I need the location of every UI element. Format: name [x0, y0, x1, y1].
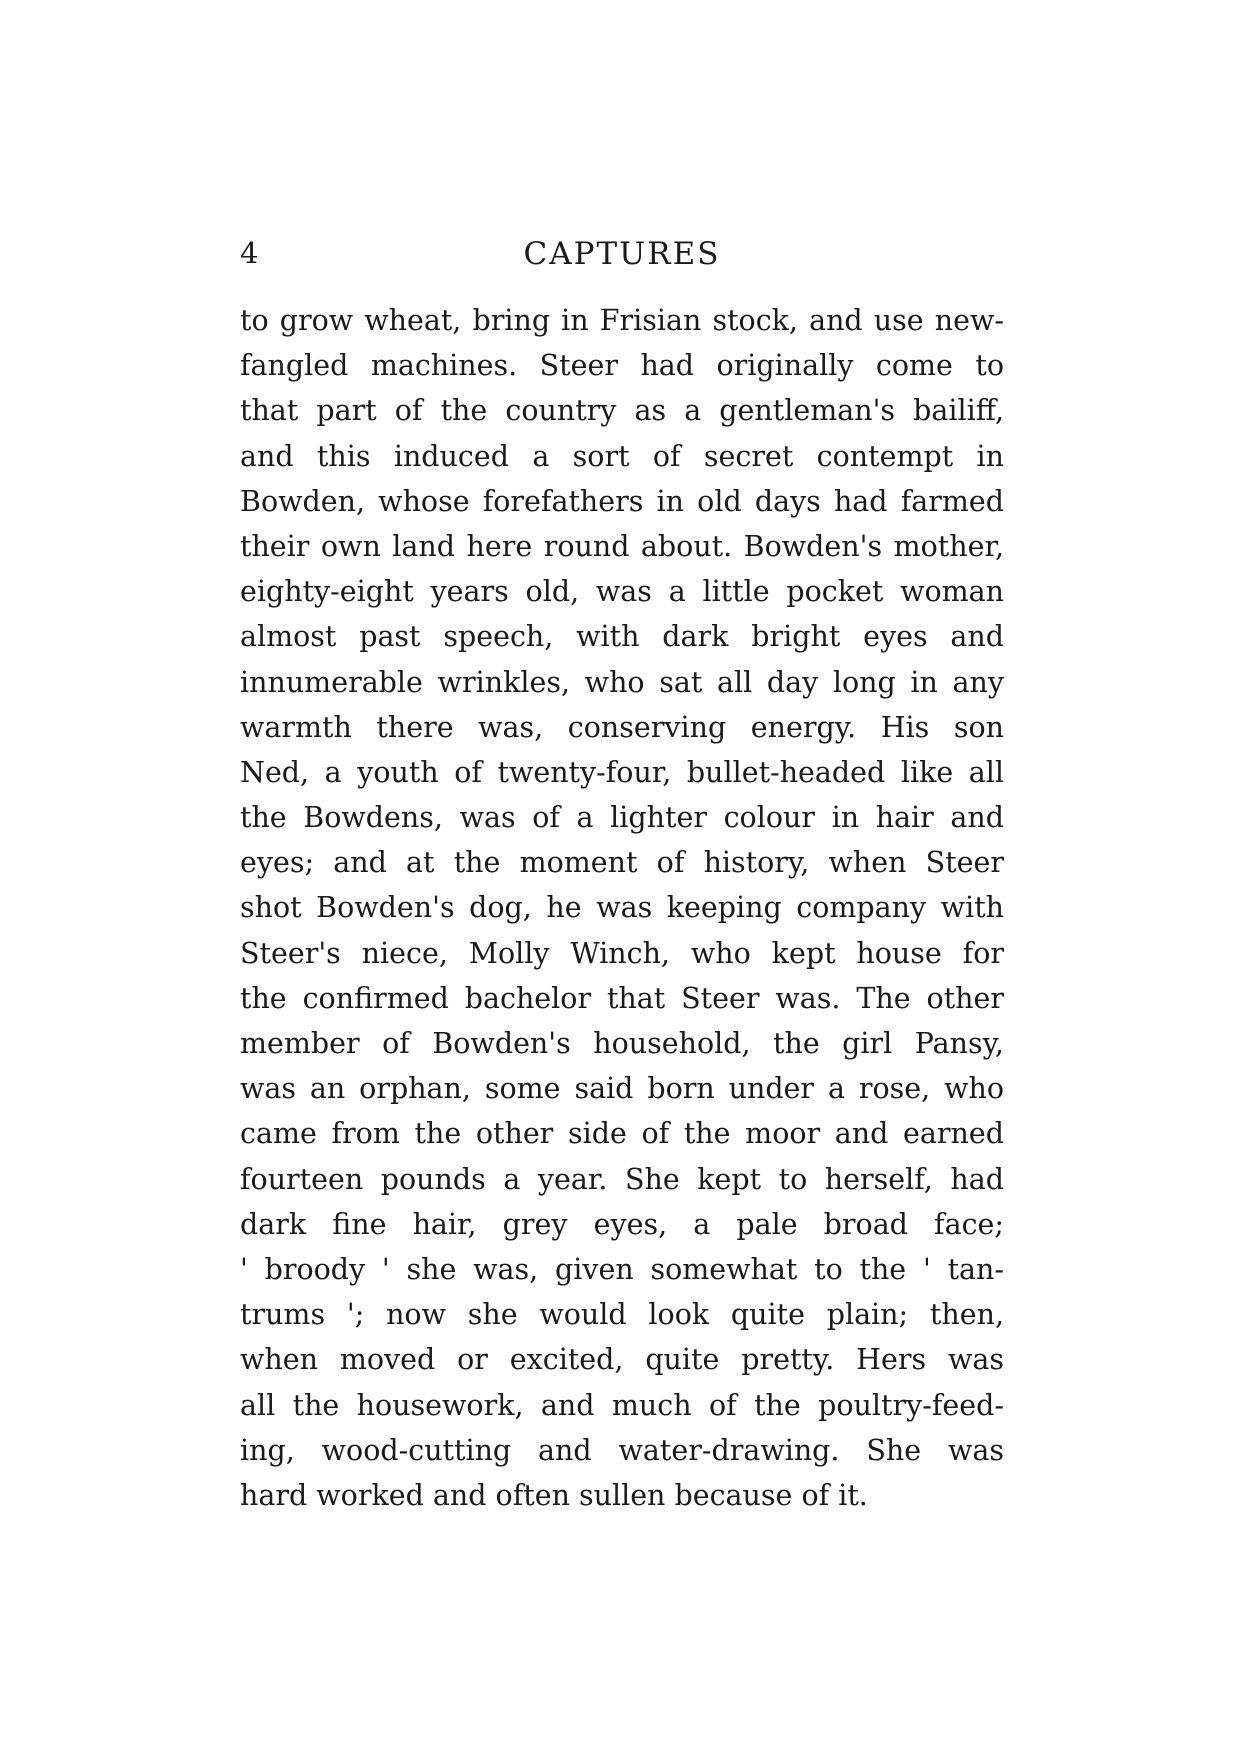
text-line: Ned, a youth of twenty-four, bullet-headed like all — [240, 755, 1004, 789]
text-line: came from the other side of the moor and earned — [240, 1117, 1004, 1151]
text-line: their own land here round about. Bowden's mother, — [240, 529, 1004, 563]
text-line: innumerable wrinkles, who sat all day long in any — [240, 665, 1004, 699]
text-line: Bowden, whose forefathers in old days had farmed — [240, 484, 1004, 518]
text-line: hard worked and often sullen because of it. — [240, 1478, 868, 1512]
page-number: 4 — [240, 236, 259, 270]
text-line: was an orphan, some said born under a rose, who — [240, 1072, 1004, 1106]
running-title: CAPTURES — [523, 236, 721, 272]
text-line: warmth there was, conserving energy. His son — [240, 710, 1004, 744]
text-line: fangled machines. Steer had originally come to — [240, 349, 1004, 383]
text-line: ' broody ' she was, given somewhat to the ' tan- — [240, 1252, 1004, 1286]
text-line: and this induced a sort of secret contempt in — [240, 439, 1004, 473]
text-line: to grow wheat, bring in Frisian stock, and use new- — [240, 304, 1004, 337]
text-line: when moved or excited, quite pretty. Hers was — [240, 1343, 1004, 1377]
text-line: eyes; and at the moment of history, when Steer — [240, 846, 1004, 880]
text-line: all the housework, and much of the poultry-feed- — [240, 1388, 1004, 1422]
text-line: dark fine hair, grey eyes, a pale broad face; — [240, 1207, 1004, 1241]
text-line: trums '; now she would look quite plain; then, — [240, 1298, 1004, 1332]
text-line: the confirmed bachelor that Steer was. The other — [240, 981, 1004, 1015]
running-head — [240, 236, 1004, 282]
text-line: shot Bowden's dog, he was keeping company with — [240, 891, 1004, 925]
text-line: Steer's niece, Molly Winch, who kept house for — [240, 936, 1004, 970]
text-line: eighty-eight years old, was a little pocket woman — [240, 575, 1004, 609]
text-line: almost past speech, with dark bright eyes and — [240, 620, 1004, 654]
text-line: ing, wood-cutting and water-drawing. She was — [240, 1433, 1004, 1467]
text-line: the Bowdens, was of a lighter colour in hair and — [240, 801, 1004, 835]
body-text — [240, 298, 1004, 1518]
text-line: fourteen pounds a year. She kept to herself, had — [240, 1162, 1004, 1196]
text-line: member of Bowden's household, the girl Pansy, — [240, 1027, 1004, 1060]
text-line: that part of the country as a gentleman's bailiff, — [240, 394, 1004, 428]
